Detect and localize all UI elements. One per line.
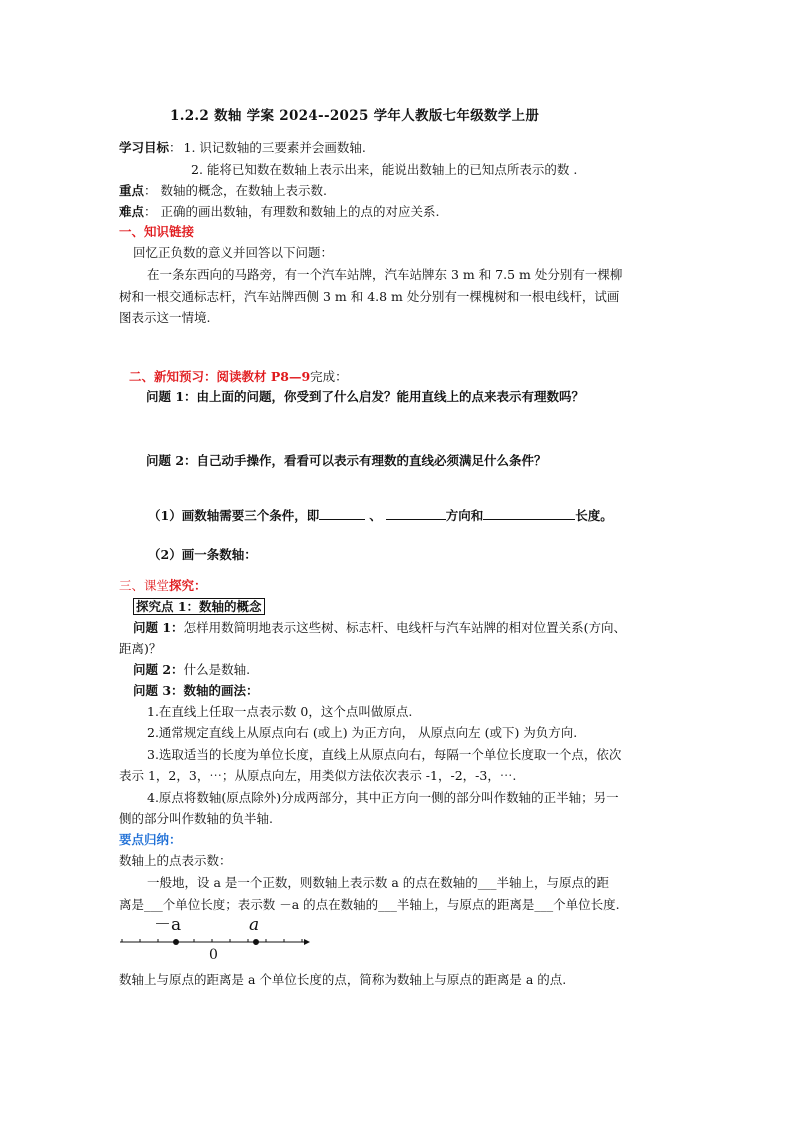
step-1: 1.在直线上任取一点表示数 0，这个点叫做原点. — [147, 704, 413, 719]
summary-intro: 数轴上的点表示数： — [119, 853, 232, 868]
section3-question1-cont: 距离)？ — [119, 641, 162, 656]
fill1-direction: 方向和 — [445, 508, 484, 523]
summary-closing: 数轴上与原点的距离是 a 个单位长度的点，简称为数轴上与原点的距离是 a 的点. — [119, 972, 567, 987]
key-points — [119, 182, 327, 200]
difficult-points-label: 难点 — [119, 204, 145, 219]
page-title: 1.2.2 数轴 学案 2024--2025 学年人教版七年级数学上册 — [170, 108, 540, 124]
section2-heading-tail: 完成： — [310, 369, 348, 384]
number-line-figure — [118, 913, 318, 963]
step-3: 3.选取适当的长度为单位长度，直线上从原点向右，每隔一个单位长度取一个点，依次 — [147, 747, 622, 762]
axis-label-pos-a: a — [249, 915, 260, 935]
fill1-prefix: （1）画数轴需要三个条件，即 — [148, 508, 320, 523]
key-points-label: 重点 — [119, 183, 145, 198]
section2-question1: 问题 1：由上面的问题，你受到了什么启发？能用直线上的点来表示有理数吗？ — [146, 389, 585, 404]
section3-q2-text: 什么是数轴. — [183, 662, 251, 677]
difficult-points-text: ： 正确的画出数轴，有理数和数轴上的点的对应关系. — [144, 204, 440, 219]
learning-goals-colon: ： — [169, 140, 182, 155]
axis-label-zero: 0 — [209, 947, 218, 963]
step-3-cont: 表示 1，2，3，⋯；从原点向左，用类似方法依次表示 -1，-2，-3，⋯. — [119, 768, 517, 783]
summary-line1: 一般地，设 a 是一个正数，则数轴上表示数 a 的点在数轴的___半轴上，与原点的距 — [147, 875, 610, 890]
difficult-points — [119, 203, 439, 221]
section1-paragraph-line3: 图表示这一情境. — [119, 310, 211, 325]
summary-line2: 离是___个单位长度；表示数 －a 的点在数轴的___半轴上，与原点的距离是___个单位长度. — [119, 897, 620, 912]
section3-q1-text: 怎样用数简明地表示这些树、标志杆、电线杆与汽车站牌的相对位置关系(方向、 — [183, 620, 626, 635]
explore-point-1 — [133, 598, 265, 616]
section2-heading-text: 二、新知预习：阅读教材 P8—9 — [129, 369, 311, 384]
point-pos-a — [253, 939, 259, 945]
blank-3[interactable] — [483, 506, 575, 520]
key-points-text: ： 数轴的概念，在数轴上表示数. — [144, 183, 327, 198]
section3-heading — [119, 577, 207, 595]
section3-question1 — [133, 619, 626, 637]
fill1-separator: 、 — [369, 508, 382, 523]
explore-point-1-box: 探究点 1：数轴的概念 — [133, 598, 265, 615]
section3-q2-label: 问题 2： — [133, 662, 184, 677]
section2-heading — [129, 368, 348, 386]
summary-heading: 要点归纳： — [119, 832, 182, 847]
fill1-length: 长度。 — [575, 508, 613, 523]
axis-conditions-fill — [148, 506, 613, 525]
blank-2[interactable] — [386, 506, 446, 520]
point-neg-a — [173, 939, 179, 945]
draw-axis-prompt: （2）画一条数轴： — [148, 547, 257, 562]
section1-heading: 一、知识链接 — [119, 224, 195, 239]
step-4: 4.原点将数轴(原点除外)分成两部分，其中正方向一侧的部分叫作数轴的正半轴；另一 — [147, 790, 619, 805]
section2-question2: 问题 2：自己动手操作，看看可以表示有理数的直线必须满足什么条件？ — [146, 453, 547, 468]
section1-paragraph-line1: 在一条东西向的马路旁，有一个汽车站牌，汽车站牌东 3 m 和 7.5 m 处分别有一棵柳 — [147, 267, 623, 282]
section3-q1-label: 问题 1： — [133, 620, 184, 635]
axis-arrow-icon — [304, 939, 310, 945]
section1-paragraph-line2: 树和一根交通标志杆，汽车站牌西侧 3 m 和 4.8 m 处分别有一棵槐树和一根电线杆，试画 — [119, 289, 620, 304]
learning-goals — [119, 139, 366, 157]
step-2: 2.通常规定直线上从原点向右 (或上) 为正方向， 从原点向左 (或下) 为负方向. — [147, 725, 578, 740]
section3-heading-a: 三、课堂 — [119, 578, 170, 593]
learning-goal-1: 1. 识记数轴的三要素并会画数轴. — [183, 140, 366, 155]
section3-heading-b: 探究： — [169, 578, 207, 593]
learning-goal-2: 2. 能将已知数在数轴上表示出来，能说出数轴上的已知点所表示的数 . — [191, 162, 578, 177]
section3-question2 — [133, 661, 250, 679]
section1-intro: 回忆正负数的意义并回答以下问题： — [133, 245, 334, 260]
blank-1[interactable] — [319, 506, 365, 520]
section3-question3: 问题 3：数轴的画法： — [133, 683, 259, 698]
learning-goals-label: 学习目标 — [119, 140, 170, 155]
axis-label-neg-a: －a — [154, 915, 182, 935]
step-4-cont: 侧的部分叫作数轴的负半轴. — [119, 811, 273, 826]
